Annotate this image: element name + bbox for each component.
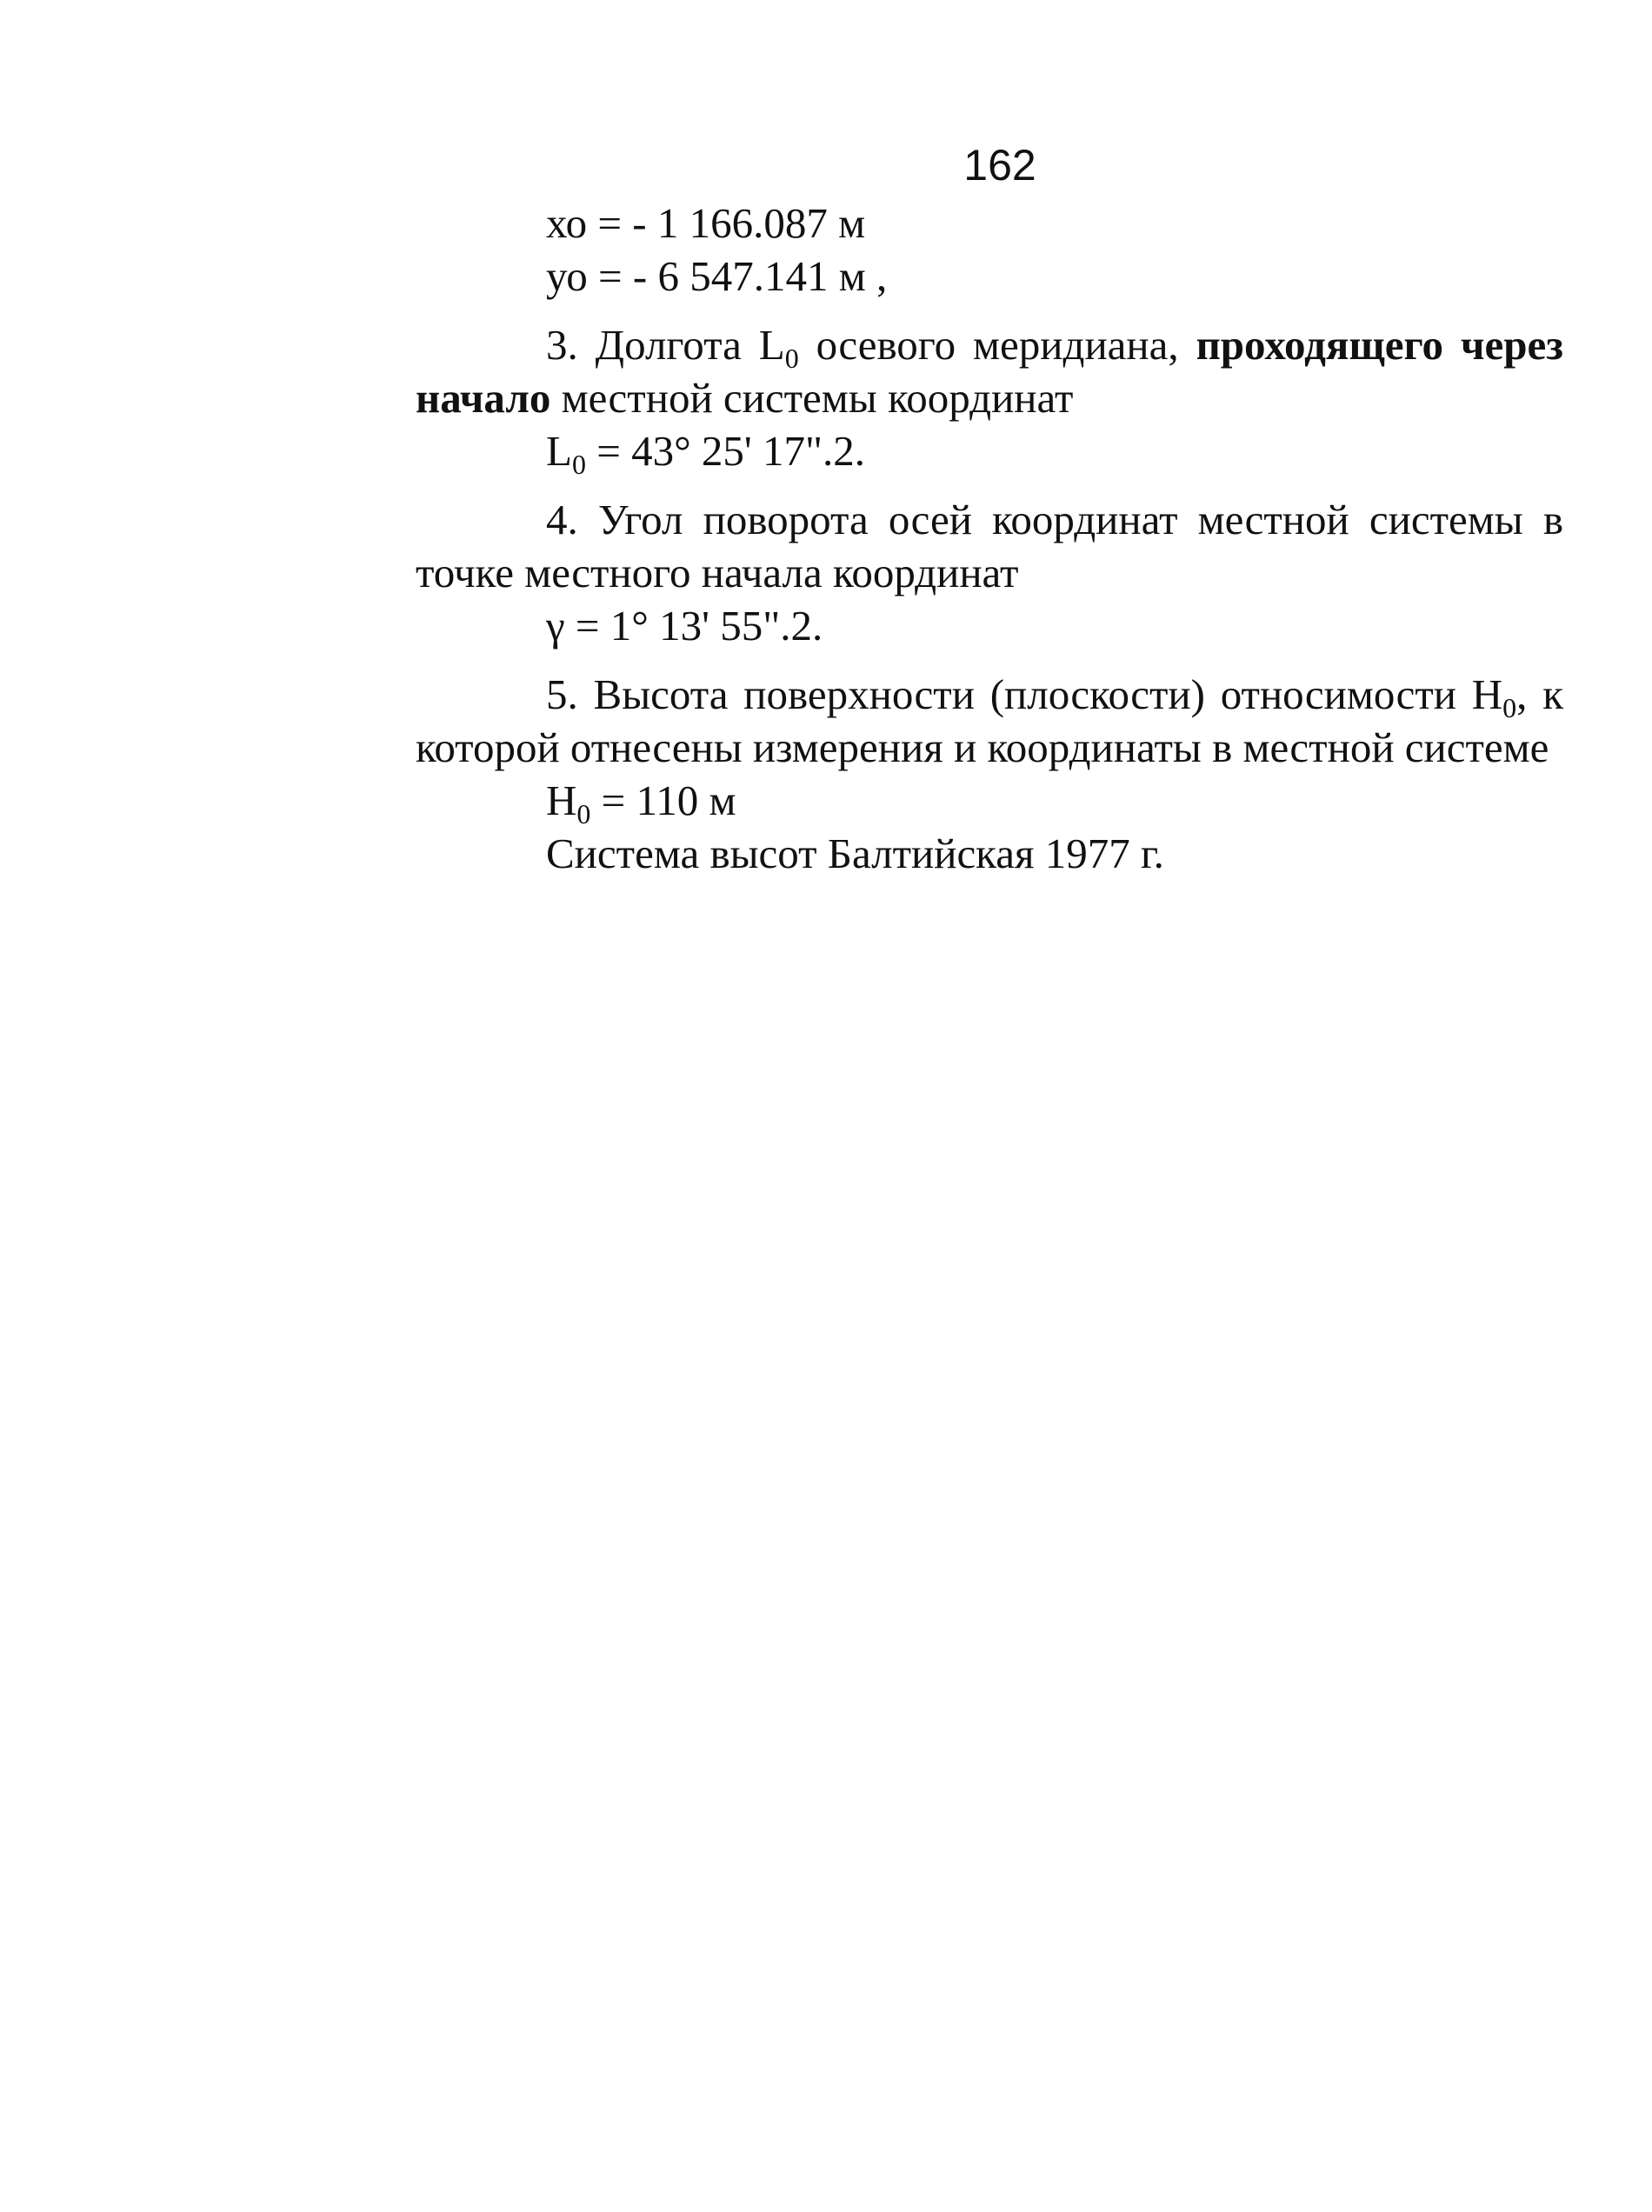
origin-x-line: хо = - 1 166.087 м (546, 199, 866, 247)
item-5-formula-subscript: 0 (576, 798, 591, 830)
height-system-line: Система высот Балтийская 1977 г. (546, 830, 1164, 877)
page-number: 162 (963, 141, 1036, 190)
item-5-formula-b: = 110 м (590, 776, 736, 824)
item-3-formula-a: L (546, 427, 572, 475)
item-5-text-b: , к которой отнесены измерения и координаты в местной системе (416, 670, 1563, 771)
document-body (416, 197, 1563, 880)
item-4-paragraph: 4. Угол поворота осей координат местной системы в точке местного начала координат (416, 496, 1563, 596)
item-5-text-a: 5. Высота поверхности (плоскости) относимости H (546, 670, 1503, 718)
item-3-subscript: 0 (784, 343, 799, 374)
item-4-formula: γ = 1° 13' 55".2. (546, 602, 823, 650)
item-5-subscript: 0 (1502, 692, 1517, 723)
item-5-paragraph (416, 668, 1563, 774)
item-5-formula-a: H (546, 776, 577, 824)
item-3-formula (416, 424, 1563, 480)
item-3-text-b: осевого меридиана, (798, 321, 1196, 369)
item-3-text-c: местной системы координат (550, 374, 1074, 422)
item-3-paragraph (416, 318, 1563, 424)
origin-y-line: уо = - 6 547.141 м , (546, 252, 888, 300)
item-3-text-a: 3. Долгота L (546, 321, 785, 369)
item-3-bold-2: начало (416, 374, 551, 422)
item-5-formula (416, 774, 1563, 830)
item-3-formula-b: = 43° 25' 17".2. (585, 427, 865, 475)
item-3-bold-1: проходящего через (1196, 321, 1563, 369)
item-3-formula-subscript: 0 (571, 449, 586, 480)
